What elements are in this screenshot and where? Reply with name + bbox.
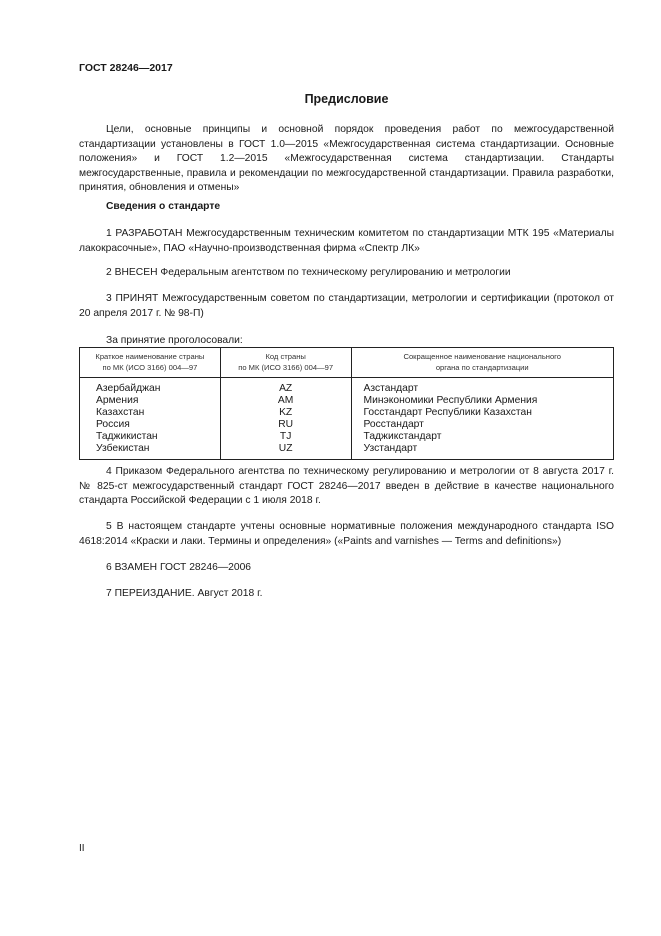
item-introduced — [79, 266, 614, 281]
standard-code: ГОСТ 28246—2017 — [79, 62, 173, 74]
page-title: Предисловие — [304, 92, 389, 106]
item-introduced-text: 2 ВНЕСЕН Федеральным агентством по техническому регулированию и метрологии — [106, 267, 511, 278]
table-row — [80, 431, 614, 443]
cell-body: Росстандарт — [351, 419, 614, 431]
page-number: II — [79, 843, 85, 854]
approval-label: За принятие проголосовали: — [106, 335, 243, 346]
cell-body: Минэкономики Республики Армения — [351, 395, 614, 407]
cell-code: KZ — [220, 407, 351, 419]
item-adopted — [79, 292, 614, 321]
table-row — [80, 419, 614, 431]
cell-code: RU — [220, 419, 351, 431]
item-international-text: 5 В настоящем стандарте учтены основные нормативные положения международного стандарта ISO 4618:2014 «Краски и лаки. Термины и определения» («Paints and varnishes — Terms and definitions») — [79, 521, 614, 547]
item-reissue-text: 7 ПЕРЕИЗДАНИЕ. Август 2018 г. — [106, 588, 263, 599]
cell-country: Казахстан — [80, 407, 221, 419]
table-row — [80, 443, 614, 460]
cell-body: Азстандарт — [351, 378, 614, 396]
item-replaces-text: 6 ВЗАМЕН ГОСТ 28246—2006 — [106, 562, 252, 573]
info-heading: Сведения о стандарте — [106, 201, 221, 212]
cell-body: Узстандарт — [351, 443, 614, 460]
cell-country: Таджикистан — [80, 431, 221, 443]
cell-body: Таджикстандарт — [351, 431, 614, 443]
cell-code: TJ — [220, 431, 351, 443]
cell-code: UZ — [220, 443, 351, 460]
intro-paragraph — [79, 123, 614, 196]
item-replaces — [79, 561, 614, 576]
table-row — [80, 378, 614, 396]
item-developed — [79, 227, 614, 256]
cell-code: AM — [220, 395, 351, 407]
item-adopted-text: 3 ПРИНЯТ Межгосударственным советом по стандартизации, метрологии и сертификации (протокол от 20 апреля 2017 г. № 98-П) — [79, 293, 614, 319]
member-states-table — [79, 347, 614, 460]
header-country: Краткое наименование страны по МК (ИСО 3166) 004—97 — [80, 348, 221, 378]
table-row — [80, 395, 614, 407]
intro-text: Цели, основные принципы и основной порядок проведения работ по межгосударственной стандартизации установлены в ГОСТ 1.0—2015 «Межгосударственная система стандартизации. Основные положения» и ГОСТ 1.2—2015 «Межгосударственная система стандартизации. Стандарты межгосударственные, правила и рекомендации по межгосударственной стандартизации. Правила разработки, принятия, обновления и отмены» — [79, 124, 614, 193]
header-body: Сокращенное наименование национального органа по стандартизации — [351, 348, 614, 378]
cell-country: Азербайджан — [80, 378, 221, 396]
item-enacted — [79, 465, 614, 509]
table-row — [80, 407, 614, 419]
header-code: Код страны по МК (ИСО 3166) 004—97 — [220, 348, 351, 378]
table-header-row — [80, 348, 614, 378]
cell-country: Россия — [80, 419, 221, 431]
item-developed-text: 1 РАЗРАБОТАН Межгосударственным техническим комитетом по стандартизации МТК 195 «Материалы лакокрасочные», ПАО «Научно-производственная фирма «Спектр ЛК» — [79, 228, 614, 254]
item-international — [79, 520, 614, 549]
cell-code: AZ — [220, 378, 351, 396]
cell-body: Госстандарт Республики Казахстан — [351, 407, 614, 419]
cell-country: Узбекистан — [80, 443, 221, 460]
cell-country: Армения — [80, 395, 221, 407]
item-enacted-text: 4 Приказом Федерального агентства по техническому регулированию и метрологии от 8 августа 2017 г. № 825-ст межгосударственный стандарт ГОСТ 28246—2017 введен в действие в качестве национального стандарта Российской Федерации с 1 июля 2018 г. — [79, 466, 614, 506]
item-reissue — [79, 587, 614, 602]
